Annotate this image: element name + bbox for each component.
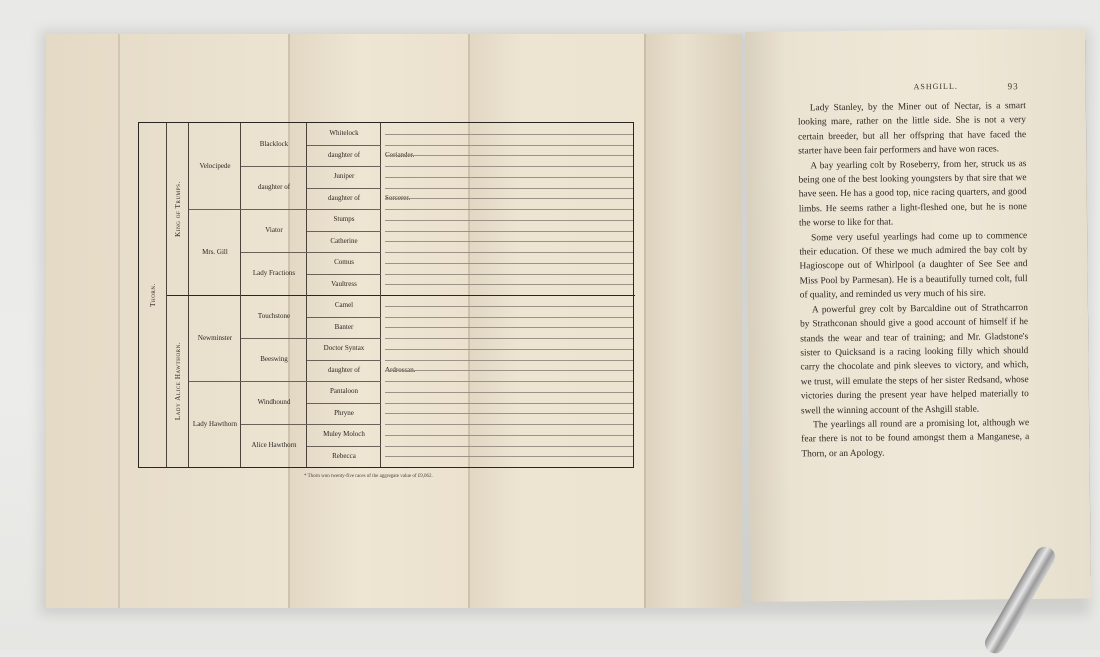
ruled-line bbox=[385, 306, 633, 307]
pedigree-cell: Catherine bbox=[330, 236, 358, 245]
pedigree-footnote: * Thorn won twenty-five races of the aggregate value of £9,062. bbox=[304, 474, 433, 479]
ruled-line bbox=[385, 145, 633, 146]
ruled-line bbox=[385, 392, 633, 393]
pedigree-divider bbox=[307, 231, 381, 232]
pedigree-cell: Stumps bbox=[333, 215, 355, 224]
ruled-line bbox=[385, 134, 633, 135]
paragraph: Lady Stanley, by the Miner out of Nectar, is a smart looking mare, rather on the little side. She is not a very certain breeder, but all her offspring that have faced the starter have been fair performers and have won races. bbox=[797, 101, 1027, 157]
ruled-line bbox=[385, 263, 633, 264]
pedigree-cell: Touchstone bbox=[257, 312, 291, 320]
running-head bbox=[746, 80, 1086, 92]
pedigree-col-sire bbox=[139, 123, 167, 467]
pedigree-cell: Coriander. bbox=[385, 150, 415, 159]
ruled-line bbox=[385, 413, 633, 414]
pedigree-cell: Rebecca bbox=[332, 451, 356, 460]
pedigree-cell: Doctor Syntax bbox=[323, 344, 365, 353]
ruled-line bbox=[385, 209, 633, 210]
pedigree-cell: daughter of bbox=[257, 183, 291, 191]
pedigree-cell: Velocipede bbox=[199, 161, 231, 170]
pedigree-divider bbox=[307, 381, 381, 382]
pedigree-label-king-of-trumps: King of Trumps. bbox=[173, 181, 182, 237]
pedigree-divider bbox=[307, 403, 381, 404]
running-head-title: ASHGILL. bbox=[913, 81, 958, 92]
ruled-line bbox=[385, 177, 633, 178]
pedigree-divider bbox=[307, 274, 381, 275]
ruled-line bbox=[385, 370, 633, 371]
pedigree-cell: Beeswing bbox=[260, 355, 288, 363]
fold-crease bbox=[644, 34, 646, 608]
ruled-line bbox=[385, 327, 633, 328]
pedigree-cell: Windhound bbox=[257, 398, 291, 406]
pedigree-divider bbox=[307, 252, 381, 253]
ruled-line bbox=[385, 338, 633, 339]
ruled-line bbox=[385, 360, 633, 361]
page-number: 93 bbox=[1007, 81, 1019, 92]
pedigree-cell: Sorcerer. bbox=[385, 193, 411, 202]
paragraph: A powerful grey colt by Barcaldine out of Strathcarron by Strathconan should give a good account of himself if he stands the wear and tear of training; and Mr. Gladstone's sister to Quicksand is a racing looking filly which should carry the chocolate and pink sleeves to victory, and which, we trust, will emulate the steps of her sister Redsand, whose victories during the present year have helped materially to swell the winning account of the Ashgill stable. bbox=[800, 302, 1029, 416]
pedigree-cell: daughter of bbox=[327, 150, 361, 159]
pedigree-cell: Lady Hawthorn bbox=[192, 419, 238, 428]
pedigree-divider bbox=[307, 360, 381, 361]
pedigree-divider bbox=[307, 188, 381, 189]
ruled-line bbox=[385, 349, 633, 350]
pedigree-cell: Juniper bbox=[333, 172, 355, 181]
ruled-line bbox=[385, 188, 633, 189]
pedigree-col-sire-line bbox=[167, 123, 189, 295]
ruled-line bbox=[385, 446, 633, 447]
foldout-pedigree-page bbox=[46, 34, 742, 608]
pedigree-cell: Viator bbox=[265, 226, 283, 234]
pedigree-cell: Vaultress bbox=[331, 279, 357, 288]
pedigree-cell: Banter bbox=[334, 322, 354, 331]
pedigree-cell: Muley Moloch bbox=[323, 430, 365, 439]
ruled-line bbox=[385, 198, 633, 199]
ruled-line bbox=[385, 274, 633, 275]
ruled-line bbox=[385, 403, 633, 404]
pedigree-divider bbox=[307, 209, 381, 210]
ruled-line bbox=[385, 252, 633, 253]
pedigree-cell: daughter of bbox=[327, 193, 361, 202]
ruled-line bbox=[385, 220, 633, 221]
pedigree-label-thorn: Thorn. bbox=[148, 283, 157, 307]
fold-crease bbox=[118, 34, 120, 608]
pedigree-cell: Comus bbox=[334, 258, 354, 267]
ruled-line bbox=[385, 155, 633, 156]
pedigree-cell: Lady Fractions bbox=[252, 269, 296, 277]
pedigree-divider bbox=[307, 424, 381, 425]
ruled-line bbox=[385, 317, 633, 318]
pedigree-cell: Phryne bbox=[334, 408, 354, 417]
pedigree-divider bbox=[307, 338, 381, 339]
ruled-line bbox=[385, 166, 633, 167]
right-page bbox=[745, 28, 1091, 602]
ruled-line bbox=[385, 456, 633, 457]
pedigree-table bbox=[138, 122, 634, 468]
ruled-line bbox=[385, 241, 633, 242]
paragraph: Some very useful yearlings had come up to commence their education. Of these we much admired the bay colt by Hagioscope out of Whirlpool (a daughter of See See and Miss Pool by Parmesan). He is a beautifully turned colt, full of quality, and reminded us very much of his sire. bbox=[799, 230, 1028, 301]
ruled-line bbox=[385, 284, 633, 285]
ruled-line bbox=[385, 231, 633, 232]
pedigree-cell: Mrs. Gill bbox=[202, 247, 228, 256]
pedigree-divider bbox=[307, 446, 381, 447]
pedigree-divider bbox=[307, 317, 381, 318]
ruled-line bbox=[385, 381, 633, 382]
pedigree-cell: Ardrossan. bbox=[385, 365, 416, 374]
pedigree-cell: Pantaloon bbox=[330, 387, 358, 396]
body-text bbox=[798, 99, 1030, 462]
pedigree-divider bbox=[307, 166, 381, 167]
pedigree-cell: Blacklock bbox=[259, 140, 289, 148]
paragraph: The yearlings all round are a promising lot, although we fear there is not to be found amongst them a Manganese, a Thorn, or an Apology. bbox=[801, 417, 1030, 460]
pedigree-cell: Newminster bbox=[197, 333, 233, 342]
pedigree-cell: Alice Hawthorn bbox=[251, 441, 297, 449]
paragraph: A bay yearling colt by Roseberry, from her, struck us as being one of the best looking youngsters by that sire that we have seen. He has a good top, nice racing quarters, and good limbs. He seems rather a light-fleshed one, but he is none the worse to like for that. bbox=[798, 158, 1027, 229]
ruled-line bbox=[385, 424, 633, 425]
pedigree-label-lady-alice-hawthorn: Lady Alice Hawthorn. bbox=[173, 341, 182, 421]
pedigree-cell: Camel bbox=[334, 301, 354, 310]
pedigree-col-dam-line bbox=[167, 295, 189, 467]
pedigree-cell: daughter of bbox=[327, 365, 361, 374]
fold-panel-4 bbox=[644, 34, 742, 608]
pedigree-cell: Whitelock bbox=[329, 129, 359, 138]
pedigree-divider bbox=[307, 145, 381, 146]
ruled-line bbox=[385, 435, 633, 436]
